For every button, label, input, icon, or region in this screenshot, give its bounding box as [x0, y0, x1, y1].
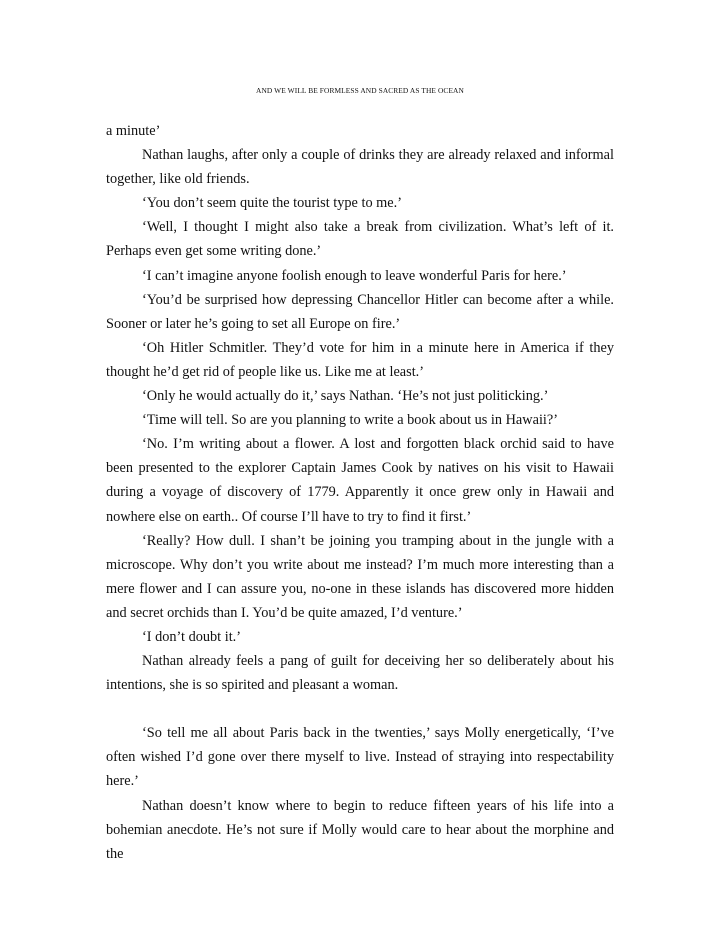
- paragraph: ‘I can’t imagine anyone foolish enough to leave wonderful Paris for here.’: [142, 267, 567, 284]
- body-text: [106, 119, 614, 866]
- paragraph: ‘Really? How dull. I shan’t be joining you tramping about in the jungle with a microscope. Why don’t you write about me instead? I’m much more interesting than a mere flower and I can assure you, no-one in these islands has discovered more hidden and secret orchids than I. You’d be quite amazed, I’d venture.’: [106, 532, 614, 621]
- paragraph: Nathan doesn’t know where to begin to reduce fifteen years of his life into a bohemian anecdote. He’s not sure if Molly would care to hear about the morphine and the: [106, 797, 614, 862]
- paragraph: ‘Only he would actually do it,’ says Nathan. ‘He’s not just politicking.’: [142, 388, 549, 405]
- paragraph: ‘Time will tell. So are you planning to write a book about us in Hawaii?’: [142, 412, 558, 429]
- paragraph: ‘You’d be surprised how depressing Chancellor Hitler can become after a while. Sooner or later he’s going to set all Europe on fire.’: [106, 291, 614, 332]
- paragraph: ‘I don’t doubt it.’: [142, 628, 242, 645]
- paragraph: ‘So tell me all about Paris back in the twenties,’ says Molly energetically, ‘I’ve often wished I’d gone over there myself to live. Instead of straying into respectability here.’: [106, 725, 614, 790]
- paragraph: Nathan laughs, after only a couple of drinks they are already relaxed and informal together, like old friends.: [106, 147, 614, 188]
- paragraph: a minute’: [106, 123, 161, 139]
- paragraph: ‘Oh Hitler Schmitler. They’d vote for him in a minute here in America if they thought he’d get rid of people like us. Like me at least.’: [106, 339, 614, 380]
- paragraph: ‘Well, I thought I might also take a break from civilization. What’s left of it. Perhaps even get some writing done.’: [106, 219, 614, 260]
- paragraph: ‘You don’t seem quite the tourist type to me.’: [142, 195, 402, 212]
- paragraph: ‘No. I’m writing about a flower. A lost and forgotten black orchid said to have been presented to the explorer Captain James Cook by natives on his visit to Hawaii during a voyage of discovery of 1779. Apparently it once grew only in Hawaii and nowhere else on earth.. Of course I’ll have to try to find it first.’: [106, 436, 614, 525]
- paragraph: Nathan already feels a pang of guilt for deceiving her so deliberately about his intentions, she is so spirited and pleasant a woman.: [106, 653, 614, 694]
- running-head: AND WE WILL BE FORMLESS AND SACRED AS THE OCEAN: [256, 86, 464, 95]
